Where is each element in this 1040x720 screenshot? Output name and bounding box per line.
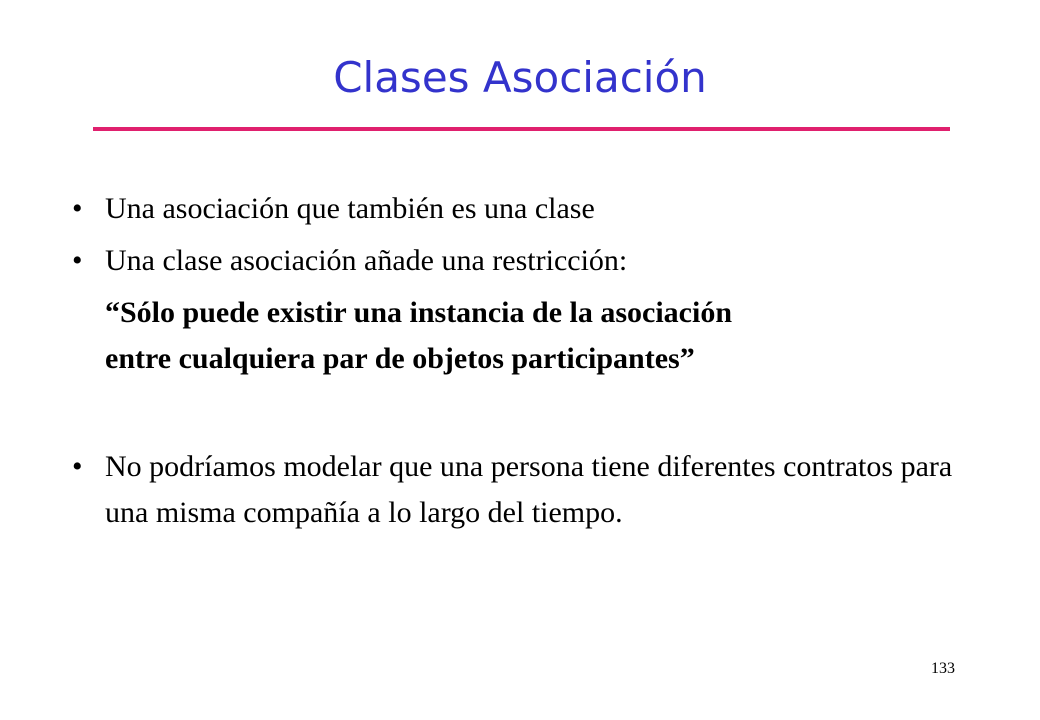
bullet-icon: •	[72, 450, 83, 483]
bullet-text: No podríamos modelar que una persona tiene diferentes contratos para una misma compañía a lo largo del tiempo.	[105, 450, 953, 529]
bullet-item-1	[72, 186, 985, 232]
slide-title: Clases Asociación	[333, 53, 707, 102]
bullet-item-3	[72, 444, 965, 536]
bullet-text: Una asociación que también es una clase	[105, 192, 595, 225]
bullet-icon: •	[72, 192, 83, 225]
quote-line-2: entre cualquiera par de objetos participantes”	[105, 342, 695, 375]
bullet-item-2	[72, 238, 985, 284]
bullet-icon: •	[72, 244, 83, 277]
title-underline	[93, 127, 950, 131]
page-number: 133	[931, 660, 955, 677]
quote-line-1: “Sólo puede existir una instancia de la asociación	[105, 296, 733, 329]
restriction-quote	[105, 290, 965, 382]
bullet-text: Una clase asociación añade una restricción:	[105, 244, 628, 277]
